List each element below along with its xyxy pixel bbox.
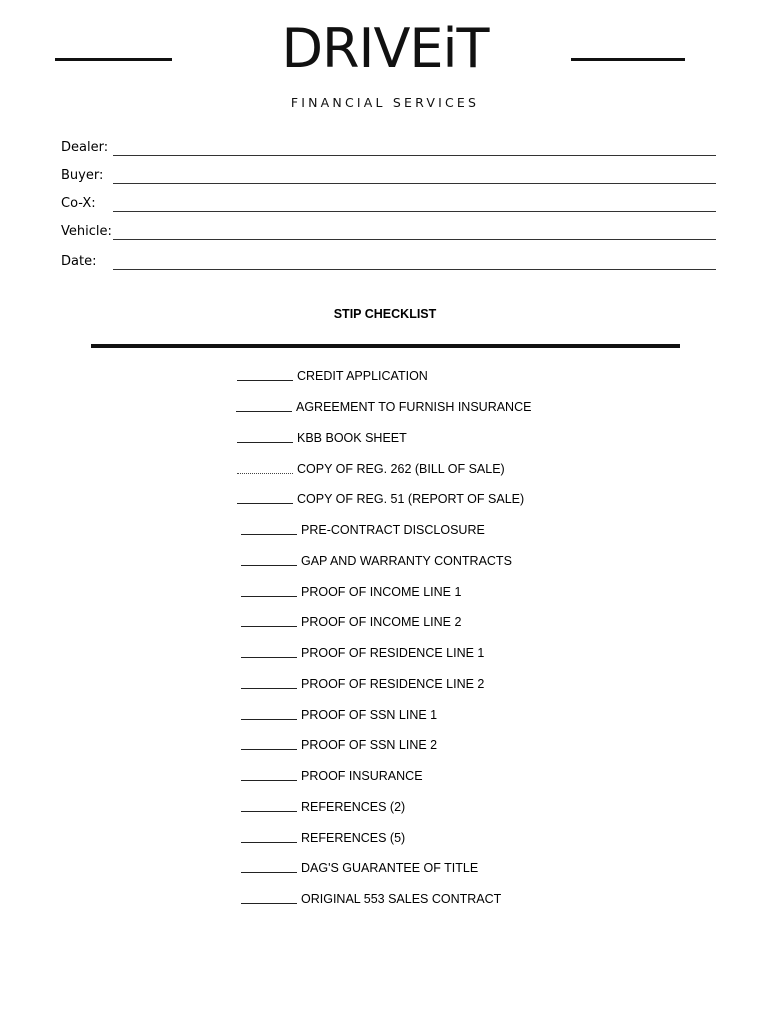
checklist-item[interactable] [237, 367, 428, 385]
checklist-item-label: REFERENCES (5) [301, 831, 406, 845]
date-field[interactable] [61, 248, 716, 270]
check-blank[interactable] [237, 503, 293, 504]
check-blank[interactable] [241, 811, 297, 812]
check-blank[interactable] [236, 411, 292, 412]
checklist-item[interactable] [241, 613, 461, 631]
check-blank[interactable] [241, 719, 297, 720]
check-blank[interactable] [241, 657, 297, 658]
checklist-item[interactable] [241, 829, 405, 847]
checklist-item-label: CREDIT APPLICATION [297, 369, 428, 383]
checklist-item[interactable] [241, 706, 437, 724]
check-blank[interactable] [241, 565, 297, 566]
dealer-label: Dealer: [61, 140, 109, 155]
checklist-item[interactable] [241, 675, 484, 693]
checklist-item-label: PROOF OF RESIDENCE LINE 2 [301, 677, 485, 691]
vehicle-label: Vehicle: [61, 224, 112, 239]
checklist-title: STIP CHECKLIST [333, 307, 437, 321]
checklist-item-label: GAP AND WARRANTY CONTRACTS [301, 554, 512, 568]
company-subtitle: FINANCIAL SERVICES [290, 95, 480, 110]
checklist-item-label: COPY OF REG. 262 (BILL OF SALE) [297, 462, 505, 476]
checklist-item-label: AGREEMENT TO FURNISH INSURANCE [296, 400, 532, 414]
checklist-item[interactable] [237, 429, 407, 447]
checklist-item[interactable] [237, 490, 524, 508]
checklist-item[interactable] [241, 736, 437, 754]
checklist-item-label: ORIGINAL 553 SALES CONTRACT [301, 892, 502, 906]
buyer-field[interactable] [61, 162, 716, 184]
checklist-item-label: PROOF OF RESIDENCE LINE 1 [301, 646, 485, 660]
check-blank[interactable] [241, 872, 297, 873]
checklist-item[interactable] [241, 859, 478, 877]
vehicle-field[interactable] [61, 218, 716, 240]
header-rule-right [571, 58, 685, 61]
checklist-item-label: PROOF OF SSN LINE 2 [301, 738, 438, 752]
date-label: Date: [61, 254, 97, 269]
co-x-label: Co-X: [61, 196, 96, 211]
checklist-item[interactable] [241, 583, 461, 601]
checklist-item[interactable] [241, 521, 485, 539]
dealer-field[interactable] [61, 134, 716, 156]
checklist-item[interactable] [237, 460, 505, 478]
check-blank[interactable] [241, 534, 297, 535]
check-blank[interactable] [241, 596, 297, 597]
checklist-item-label: DAG'S GUARANTEE OF TITLE [301, 861, 479, 875]
company-logo: DRIVEiT [281, 17, 489, 80]
checklist-item-label: PRE-CONTRACT DISCLOSURE [301, 523, 485, 537]
checklist-item-label: COPY OF REG. 51 (REPORT OF SALE) [297, 492, 525, 506]
check-blank[interactable] [241, 780, 297, 781]
checklist-item-label: PROOF OF INCOME LINE 2 [301, 615, 462, 629]
checklist-item-label: PROOF OF INCOME LINE 1 [301, 585, 462, 599]
co-x-input-line[interactable] [113, 211, 716, 212]
check-blank[interactable] [237, 473, 293, 474]
check-blank[interactable] [241, 749, 297, 750]
check-blank[interactable] [241, 688, 297, 689]
checklist-item[interactable] [236, 398, 531, 416]
section-divider [91, 344, 680, 348]
checklist-item[interactable] [241, 890, 501, 908]
checklist-item[interactable] [241, 552, 512, 570]
dealer-input-line[interactable] [113, 155, 716, 156]
checklist-item[interactable] [241, 798, 405, 816]
checklist-item-label: KBB BOOK SHEET [297, 431, 407, 445]
check-blank[interactable] [241, 842, 297, 843]
check-blank[interactable] [241, 903, 297, 904]
checklist-item-label: PROOF INSURANCE [301, 769, 423, 783]
checklist-item-label: PROOF OF SSN LINE 1 [301, 708, 438, 722]
date-input-line[interactable] [113, 269, 716, 270]
check-blank[interactable] [237, 380, 293, 381]
vehicle-input-line[interactable] [113, 239, 716, 240]
buyer-input-line[interactable] [113, 183, 716, 184]
checklist-item-label: REFERENCES (2) [301, 800, 406, 814]
check-blank[interactable] [237, 442, 293, 443]
buyer-label: Buyer: [61, 168, 104, 183]
co-x-field[interactable] [61, 190, 716, 212]
check-blank[interactable] [241, 626, 297, 627]
checklist-item[interactable] [241, 767, 423, 785]
checklist-item[interactable] [241, 644, 484, 662]
